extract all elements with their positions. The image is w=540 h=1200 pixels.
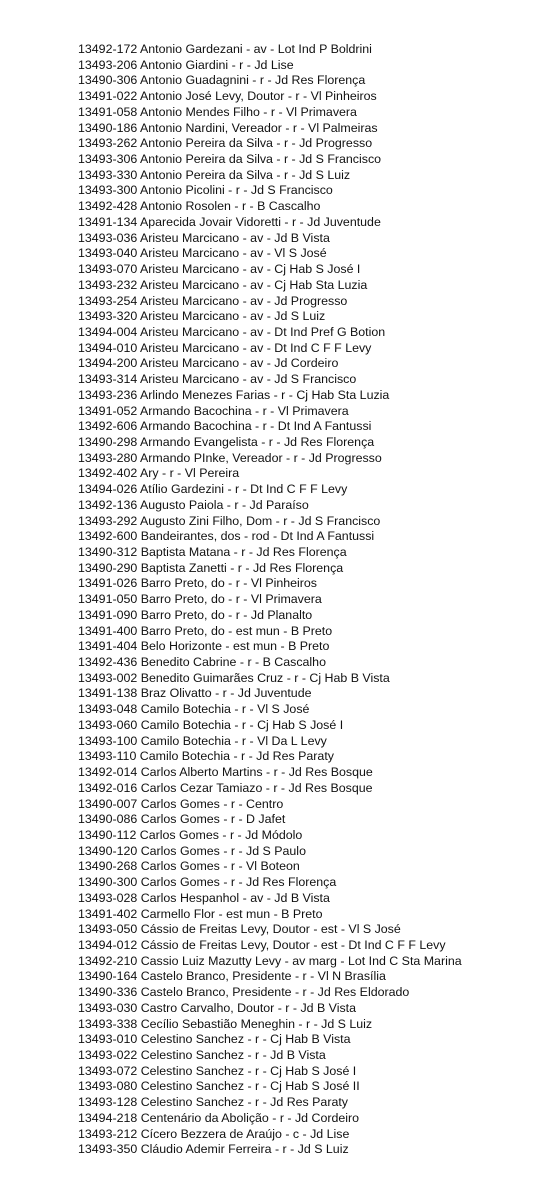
list-item: 13491-058 Antonio Mendes Filho - r - Vl Primavera bbox=[78, 104, 357, 119]
address-list bbox=[78, 42, 462, 1158]
list-item: 13493-072 Celestino Sanchez - r - Cj Hab S José I bbox=[78, 1063, 357, 1078]
list-item: 13493-080 Celestino Sanchez - r - Cj Hab S José II bbox=[78, 1079, 360, 1094]
list-item: 13493-306 Antonio Pereira da Silva - r - Jd S Francisco bbox=[78, 152, 382, 167]
list-item: 13491-402 Carmello Flor - est mun - B Preto bbox=[78, 906, 323, 921]
list-item: 13493-262 Antonio Pereira da Silva - r - Jd Progresso bbox=[78, 136, 373, 151]
list-item: 13490-007 Carlos Gomes - r - Centro bbox=[78, 796, 284, 811]
list-item: 13491-404 Belo Horizonte - est mun - B Preto bbox=[78, 639, 330, 654]
list-item: 13492-210 Cassio Luiz Mazutty Levy - av marg - Lot Ind C Sta Marina bbox=[78, 953, 462, 968]
list-item: 13492-436 Benedito Cabrine - r - B Cascalho bbox=[78, 655, 326, 670]
list-item: 13493-070 Aristeu Marcicano - av - Cj Hab S José I bbox=[78, 262, 361, 277]
list-item: 13492-014 Carlos Alberto Martins - r - Jd Res Bosque bbox=[78, 765, 373, 780]
list-item: 13492-016 Carlos Cezar Tamiazo - r - Jd Res Bosque bbox=[78, 780, 373, 795]
list-item: 13490-268 Carlos Gomes - r - Vl Boteon bbox=[78, 859, 300, 874]
list-item: 13493-002 Benedito Guimarães Cruz - r - Cj Hab B Vista bbox=[78, 670, 390, 685]
list-item: 13493-280 Armando PInke, Vereador - r - Jd Progresso bbox=[78, 450, 382, 465]
list-item: 13490-300 Carlos Gomes - r - Jd Res Florença bbox=[78, 875, 337, 890]
list-item: 13494-004 Aristeu Marcicano - av - Dt Ind Pref G Botion bbox=[78, 324, 386, 339]
list-item: 13492-136 Augusto Paiola - r - Jd Paraíso bbox=[78, 497, 309, 512]
list-item: 13493-022 Celestino Sanchez - r - Jd B Vista bbox=[78, 1048, 326, 1062]
list-item: 13493-206 Antonio Giardini - r - Jd Lise bbox=[78, 57, 294, 72]
list-item: 13493-060 Camilo Botechia - r - Cj Hab S José I bbox=[78, 717, 344, 732]
list-item: 13490-120 Carlos Gomes - r - Jd S Paulo bbox=[78, 843, 306, 858]
list-item: 13490-336 Castelo Branco, Presidente - r - Jd Res Eldorado bbox=[78, 985, 410, 1000]
list-item: 13494-012 Cássio de Freitas Levy, Doutor - est - Dt Ind C F F Levy bbox=[78, 937, 446, 952]
list-item: 13493-338 Cecílio Sebastião Meneghin - r - Jd S Luiz bbox=[78, 1016, 373, 1031]
list-item: 13494-218 Centenário da Abolição - r - Jd Cordeiro bbox=[78, 1110, 360, 1125]
list-item: 13492-600 Bandeirantes, dos - rod - Dt Ind A Fantussi bbox=[78, 529, 375, 544]
list-item: 13490-086 Carlos Gomes - r - D Jafet bbox=[78, 812, 286, 827]
list-item: 13491-050 Barro Preto, do - r - Vl Primavera bbox=[78, 592, 322, 607]
list-item: 13492-402 Ary - r - Vl Pereira bbox=[78, 466, 240, 481]
list-item: 13493-300 Antonio Picolini - r - Jd S Francisco bbox=[78, 183, 333, 198]
list-item: 13493-320 Aristeu Marcicano - av - Jd S Luiz bbox=[78, 309, 326, 324]
list-item: 13493-330 Antonio Pereira da Silva - r - Jd S Luiz bbox=[78, 167, 351, 182]
list-item: 13493-232 Aristeu Marcicano - av - Cj Hab Sta Luzia bbox=[78, 277, 368, 292]
list-item: 13494-010 Aristeu Marcicano - av - Dt Ind C F F Levy bbox=[78, 340, 372, 355]
list-item: 13492-606 Armando Bacochina - r - Dt Ind A Fantussi bbox=[78, 419, 372, 434]
list-item: 13491-090 Barro Preto, do - r - Jd Planalto bbox=[78, 607, 313, 622]
list-item: 13493-036 Aristeu Marcicano - av - Jd B Vista bbox=[78, 230, 330, 245]
list-item: 13494-026 Atílio Gardezini - r - Dt Ind C F F Levy bbox=[78, 482, 348, 497]
list-item: 13490-312 Baptista Matana - r - Jd Res Florença bbox=[78, 545, 347, 559]
list-item: 13493-292 Augusto Zini Filho, Dom - r - Jd S Francisco bbox=[78, 513, 381, 528]
list-item: 13491-026 Barro Preto, do - r - Vl Pinheiros bbox=[78, 576, 317, 591]
list-item: 13493-040 Aristeu Marcicano - av - Vl S José bbox=[78, 246, 327, 261]
list-item: 13493-314 Aristeu Marcicano - av - Jd S Francisco bbox=[78, 372, 357, 387]
list-item: 13492-428 Antonio Rosolen - r - B Cascalho bbox=[78, 199, 321, 214]
list-item: 13493-350 Cláudio Ademir Ferreira - r - Jd S Luiz bbox=[78, 1142, 349, 1157]
list-item: 13493-100 Camilo Botechia - r - Vl Da L Levy bbox=[78, 733, 327, 748]
list-item: 13492-172 Antonio Gardezani - av - Lot Ind P Boldrini bbox=[78, 42, 372, 56]
list-item: 13493-028 Carlos Hespanhol - av - Jd B Vista bbox=[78, 890, 330, 905]
list-item: 13491-022 Antonio José Levy, Doutor - r - Vl Pinheiros bbox=[78, 89, 377, 104]
list-item: 13494-200 Aristeu Marcicano - av - Jd Cordeiro bbox=[78, 356, 339, 371]
list-item: 13490-164 Castelo Branco, Presidente - r - Vl N Brasília bbox=[78, 969, 386, 984]
list-item: 13493-048 Camilo Botechia - r - Vl S José bbox=[78, 702, 310, 717]
list-item: 13490-306 Antonio Guadagnini - r - Jd Res Florença bbox=[78, 73, 366, 88]
list-item: 13493-128 Celestino Sanchez - r - Jd Res Paraty bbox=[78, 1095, 348, 1110]
list-item: 13491-134 Aparecida Jovair Vidoretti - r - Jd Juventude bbox=[78, 214, 381, 229]
list-item: 13490-298 Armando Evangelista - r - Jd Res Florença bbox=[78, 434, 375, 449]
list-item: 13493-050 Cássio de Freitas Levy, Doutor - est - Vl S José bbox=[78, 922, 401, 937]
list-item: 13490-290 Baptista Zanetti - r - Jd Res Florença bbox=[78, 560, 344, 575]
list-item: 13491-052 Armando Bacochina - r - Vl Primavera bbox=[78, 403, 349, 418]
list-item: 13491-400 Barro Preto, do - est mun - B Preto bbox=[78, 623, 333, 638]
list-item: 13493-236 Arlindo Menezes Farias - r - Cj Hab Sta Luzia bbox=[78, 387, 390, 402]
list-item: 13491-138 Braz Olivatto - r - Jd Juventude bbox=[78, 686, 312, 701]
list-item: 13490-112 Carlos Gomes - r - Jd Módolo bbox=[78, 827, 303, 842]
list-item: 13493-030 Castro Carvalho, Doutor - r - Jd B Vista bbox=[78, 1000, 357, 1015]
list-item: 13493-212 Cícero Bezzera de Araújo - c - Jd Lise bbox=[78, 1126, 350, 1141]
list-item: 13493-254 Aristeu Marcicano - av - Jd Progresso bbox=[78, 293, 348, 308]
list-item: 13490-186 Antonio Nardini, Vereador - r - Vl Palmeiras bbox=[78, 120, 378, 135]
list-item: 13493-110 Camilo Botechia - r - Jd Res Paraty bbox=[78, 749, 334, 764]
list-item: 13493-010 Celestino Sanchez - r - Cj Hab B Vista bbox=[78, 1032, 351, 1047]
